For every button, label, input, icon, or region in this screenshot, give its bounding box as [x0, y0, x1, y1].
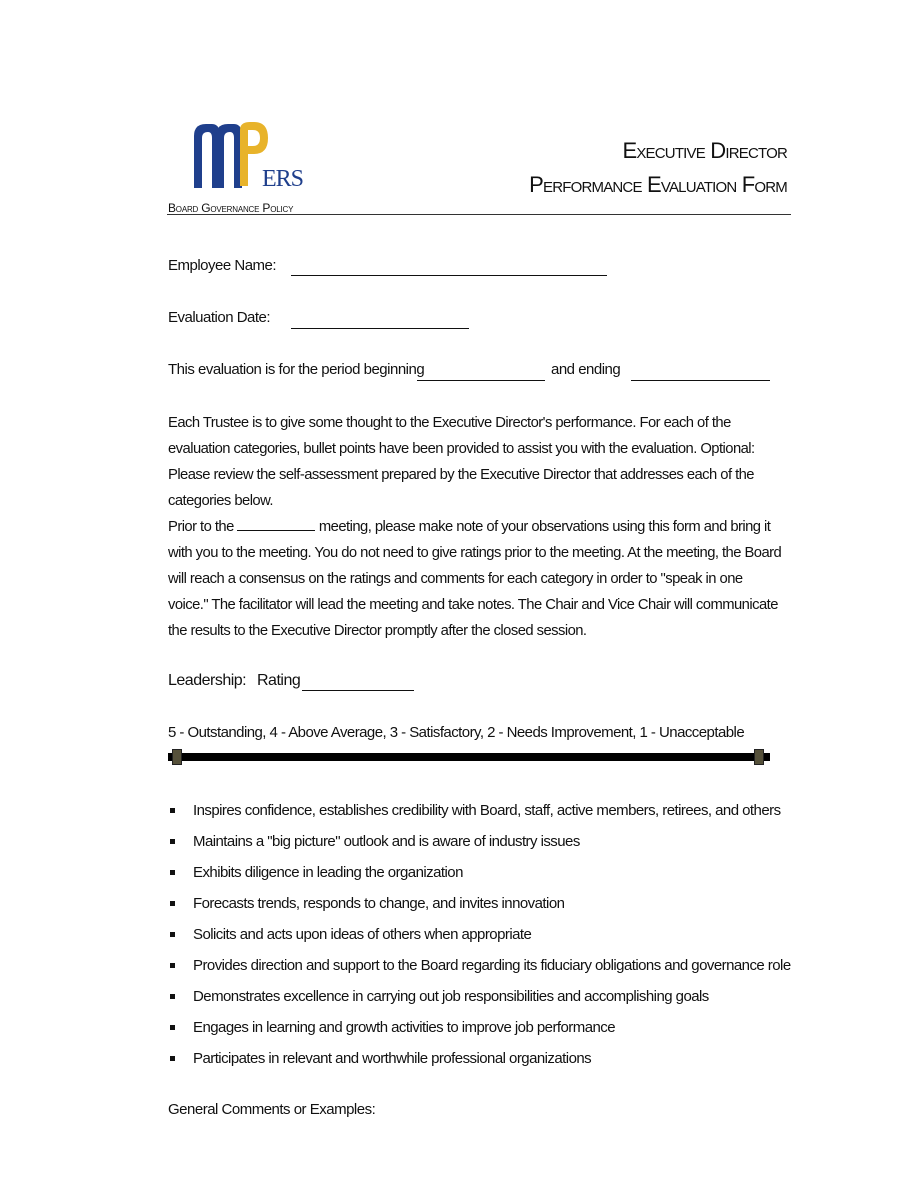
bullet-square-icon — [170, 1056, 175, 1061]
divider-tick-right — [766, 753, 770, 761]
list-item: Provides direction and support to the Board regarding its fiduciary obligations and governance role — [168, 953, 791, 984]
mpers-logo — [190, 118, 320, 198]
bullet-square-icon — [170, 839, 175, 844]
rating-label: Rating — [257, 672, 301, 689]
list-item: Solicits and acts upon ideas of others when appropriate — [168, 922, 791, 953]
period-ending-field[interactable] — [631, 380, 770, 381]
list-item: Maintains a "big picture" outlook and is aware of industry issues — [168, 829, 791, 860]
instructions-text-start: Prior to the — [168, 519, 234, 535]
general-comments-label: General Comments or Examples: — [168, 1101, 376, 1118]
employee-name-field[interactable] — [291, 275, 607, 276]
bullet-square-icon — [170, 994, 175, 999]
bullet-square-icon — [170, 963, 175, 968]
list-item: Engages in learning and growth activities to improve job performance — [168, 1015, 791, 1046]
list-item: Inspires confidence, establishes credibility with Board, staff, active members, retirees, and others — [168, 798, 791, 829]
leadership-criteria-list — [168, 798, 791, 1077]
list-item: Demonstrates excellence in carrying out job responsibilities and accomplishing goals — [168, 984, 791, 1015]
instructions-paragraph — [168, 514, 786, 644]
evaluation-date-label: Evaluation Date: — [168, 309, 271, 326]
bullet-square-icon — [170, 870, 175, 875]
bullet-square-icon — [170, 808, 175, 813]
bullet-square-icon — [170, 1025, 175, 1030]
leadership-rating-field[interactable] — [302, 690, 414, 691]
form-title-line-2: Performance Evaluation Form — [529, 172, 787, 197]
header-divider — [167, 214, 791, 215]
list-item: Forecasts trends, responds to change, and invites innovation — [168, 891, 791, 922]
rating-scale-legend: 5 - Outstanding, 4 - Above Average, 3 - Satisfactory, 2 - Needs Improvement, 1 - Unacceptable — [168, 724, 745, 741]
section-divider-bar — [170, 753, 768, 761]
employee-name-label: Employee Name: — [168, 257, 277, 274]
period-beginning-field[interactable] — [417, 380, 545, 381]
instructions-text-rest: meeting, please make note of your observations using this form and bring it with you to the meeting. You do not need to give ratings prior to the meeting. At the meeting, the Board will reach a consensus on the ratings and comments for each category in order to "speak in one voice." The facilitator will lead the meeting and take notes. The Chair and Vice Chair will communicate the results to the Executive Director promptly after the closed session. — [168, 519, 782, 639]
meeting-date-blank[interactable] — [237, 518, 315, 531]
list-item: Exhibits diligence in leading the organization — [168, 860, 791, 891]
bullet-square-icon — [170, 901, 175, 906]
bullet-square-icon — [170, 932, 175, 937]
list-item: Participates in relevant and worthwhile professional organizations — [168, 1046, 791, 1077]
period-beginning-label: This evaluation is for the period beginning — [168, 361, 425, 378]
divider-cap-right — [754, 749, 764, 765]
evaluation-date-field[interactable] — [291, 328, 469, 329]
period-ending-label: and ending — [551, 361, 621, 378]
form-title-line-1: Executive Director — [622, 138, 787, 163]
leadership-label: Leadership: — [168, 672, 247, 689]
intro-paragraph: Each Trustee is to give some thought to the Executive Director's performance. For each of the evaluation categories, bullet points have been provided to assist you with the evaluation. Optional: Please review the self-assessment prepared by the Executive Director that addresses each of the categories below. — [168, 415, 755, 509]
divider-cap-left — [172, 749, 182, 765]
logo-text-ers: ERS — [262, 166, 304, 192]
logo-subtitle: Board Governance Policy — [168, 201, 294, 215]
